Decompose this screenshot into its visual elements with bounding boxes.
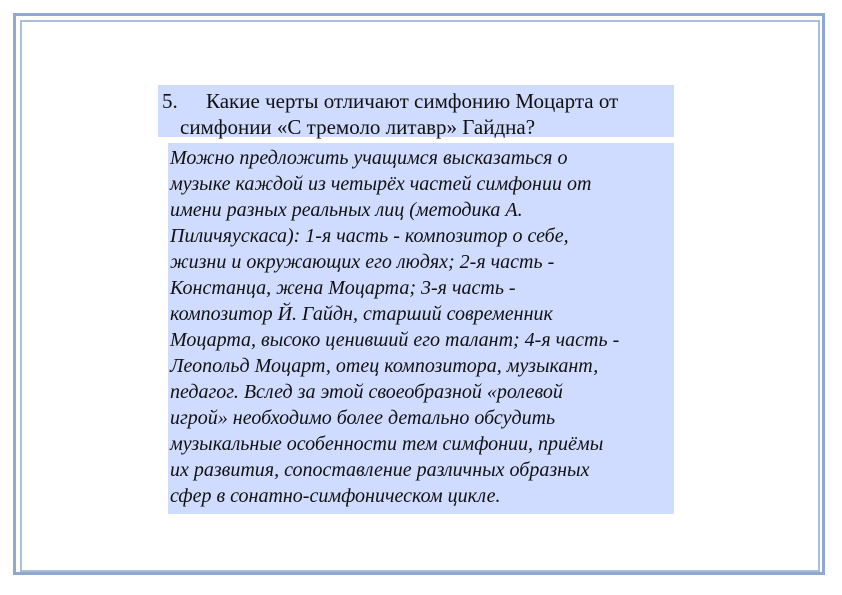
answer-line: сфер в сонатно-симфоническом цикле. (170, 485, 501, 507)
answer-line: Констанца, жена Моцарта; 3-я часть - (170, 277, 516, 299)
answer-line: Леопольд Моцарт, отец композитора, музыкант, (170, 355, 599, 377)
answer-line: имени разных реальных лиц (методика А. (170, 199, 523, 221)
answer-line: педагог. Вслед за этой своеобразной «ролевой (170, 381, 563, 403)
answer-line: композитор Й. Гайдн, старший современник (170, 303, 553, 325)
answer-line: Моцарта, высоко ценивший его талант; 4-я часть - (170, 329, 620, 351)
answer-line: Можно предложить учащимся высказаться о (170, 147, 568, 169)
question-text-line-1: Какие черты отличают симфонию Моцарта от (206, 89, 619, 113)
answer-block (168, 143, 674, 514)
answer-line: игрой» необходимо более детально обсудить (170, 407, 556, 429)
question-text-line-2: симфонии «С тремоло литавр» Гайдна? (180, 115, 536, 139)
question-block (158, 85, 674, 137)
answer-line: музыкальные особенности тем симфонии, приёмы (170, 433, 604, 455)
answer-line: музыке каждой из четырёх частей симфонии от (170, 173, 592, 195)
answer-line: Пиличяускаса): 1-я часть - композитор о себе, (170, 225, 569, 247)
answer-line: их развития, сопоставление различных образных (170, 459, 590, 481)
answer-line: жизни и окружающих его людях; 2-я часть - (170, 251, 555, 273)
question-number: 5. (162, 89, 178, 113)
